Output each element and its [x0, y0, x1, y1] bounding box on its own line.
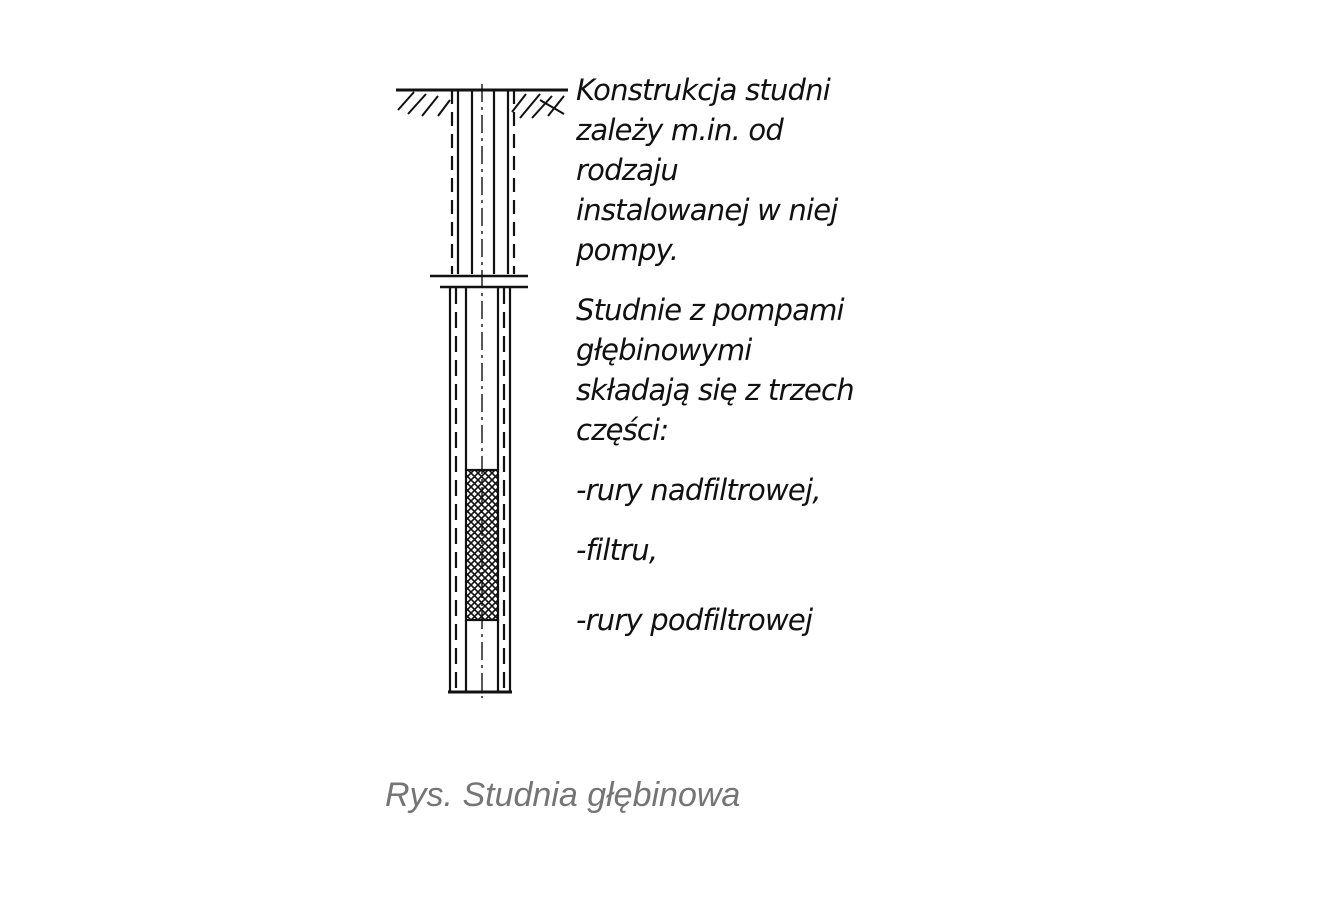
description-text [576, 70, 872, 670]
soil-hatch-right [512, 94, 564, 118]
part-item-filter: -filtru, [576, 533, 658, 567]
deep-well-cross-section [380, 60, 580, 720]
part-item-below-filter-pipe: -rury podfiltrowej [576, 603, 813, 637]
construction-paragraph: Konstrukcja studni zależy m.in. od rodzaju instalowanej w niej pompy. [576, 73, 838, 267]
parts-intro-paragraph: Studnie z pompami głębinowymi składają się z trzech części: [576, 293, 854, 447]
well-figure [380, 60, 880, 720]
part-item-above-filter-pipe: -rury nadfiltrowej, [576, 473, 821, 507]
figure-caption: Rys. Studnia głębinowa [385, 776, 741, 814]
soil-hatch-left [398, 92, 450, 116]
upper-casing [452, 90, 514, 274]
